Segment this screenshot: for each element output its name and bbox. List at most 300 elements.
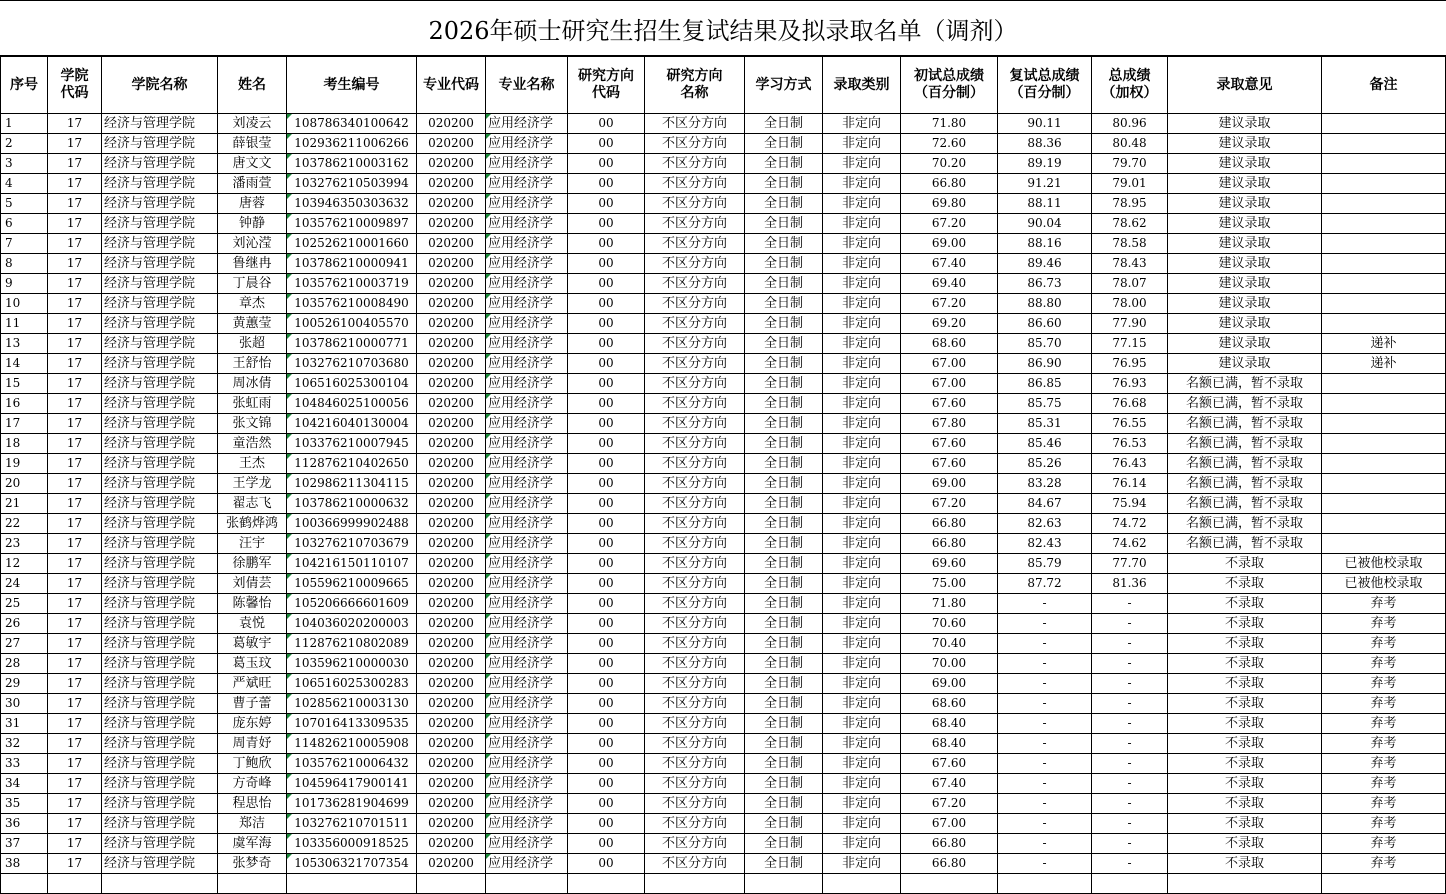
cell-direction-code: 00 — [568, 754, 645, 774]
cell-major-code: 020200 — [417, 214, 486, 234]
cell-college-name: 经济与管理学院 — [102, 254, 218, 274]
table-row — [1, 454, 1446, 474]
cell-college-code: 17 — [48, 714, 102, 734]
cell-major-code: 020200 — [417, 634, 486, 654]
cell-direction-name: 不区分方向 — [645, 594, 745, 614]
table-row — [1, 374, 1446, 394]
cell-direction-code: 00 — [568, 814, 645, 834]
cell-college-code: 17 — [48, 454, 102, 474]
cell-total-score: 76.53 — [1092, 434, 1168, 454]
table-row — [1, 754, 1446, 774]
cell-admission-opinion: 建议录取 — [1168, 294, 1322, 314]
cell-retest-score: 90.04 — [998, 214, 1092, 234]
cell-remark — [1322, 314, 1446, 334]
cell-seq: 38 — [1, 854, 48, 874]
table-row — [1, 494, 1446, 514]
cell-prelim-score: 67.60 — [901, 434, 998, 454]
cell-remark — [1322, 294, 1446, 314]
cell-prelim-score: 67.00 — [901, 814, 998, 834]
cell-candidate-id: 102526210001660 — [287, 234, 417, 254]
cell-major-name: 应用经济学 — [486, 594, 568, 614]
cell-prelim-score: 70.00 — [901, 654, 998, 674]
cell-retest-score: 85.26 — [998, 454, 1092, 474]
cell-admission-opinion: 名额已满，暂不录取 — [1168, 474, 1322, 494]
cell-total-score: 80.96 — [1092, 114, 1168, 134]
cell-admission-opinion: 建议录取 — [1168, 314, 1322, 334]
cell-name: 王杰 — [218, 454, 287, 474]
cell-major-code: 020200 — [417, 414, 486, 434]
cell-college-code: 17 — [48, 814, 102, 834]
cell-study-mode: 全日制 — [745, 134, 823, 154]
cell-name: 葛敏宇 — [218, 634, 287, 654]
cell-study-mode: 全日制 — [745, 494, 823, 514]
cell-candidate-id: 103276210503994 — [287, 174, 417, 194]
cell-candidate-id: 102986211304115 — [287, 474, 417, 494]
cell-college-code: 17 — [48, 154, 102, 174]
cell-total-score: 78.07 — [1092, 274, 1168, 294]
cell-direction-name: 不区分方向 — [645, 674, 745, 694]
cell-admission-type: 非定向 — [823, 394, 901, 414]
cell-direction-code: 00 — [568, 594, 645, 614]
cell-study-mode: 全日制 — [745, 194, 823, 214]
cell-study-mode: 全日制 — [745, 114, 823, 134]
cell-direction-name: 不区分方向 — [645, 434, 745, 454]
cell-total-score: - — [1092, 814, 1168, 834]
cell-direction-code: 00 — [568, 554, 645, 574]
cell-admission-opinion: 建议录取 — [1168, 354, 1322, 374]
cell-remark — [1322, 454, 1446, 474]
header-retest-score: 复试总成绩 （百分制） — [998, 57, 1092, 114]
cell-prelim-score: 66.80 — [901, 854, 998, 874]
cell-total-score: - — [1092, 694, 1168, 714]
cell-major-code: 020200 — [417, 654, 486, 674]
cell-remark: 弃考 — [1322, 854, 1446, 874]
table-row — [1, 514, 1446, 534]
cell-admission-opinion: 建议录取 — [1168, 114, 1322, 134]
cell-college-name: 经济与管理学院 — [102, 834, 218, 854]
cell-retest-score: 86.90 — [998, 354, 1092, 374]
cell-admission-type: 非定向 — [823, 494, 901, 514]
cell-name: 张梦奇 — [218, 854, 287, 874]
cell-direction-code: 00 — [568, 174, 645, 194]
cell-admission-type: 非定向 — [823, 254, 901, 274]
cell-retest-score: 85.31 — [998, 414, 1092, 434]
cell-prelim-score: 69.00 — [901, 674, 998, 694]
cell-direction-code: 00 — [568, 274, 645, 294]
cell-major-code: 020200 — [417, 334, 486, 354]
table-row — [1, 194, 1446, 214]
header-study-mode: 学习方式 — [745, 57, 823, 114]
cell-college-name: 经济与管理学院 — [102, 654, 218, 674]
cell-admission-type: 非定向 — [823, 174, 901, 194]
header-college-name: 学院名称 — [102, 57, 218, 114]
empty-cell — [287, 874, 417, 894]
cell-direction-code: 00 — [568, 334, 645, 354]
cell-major-code: 020200 — [417, 114, 486, 134]
cell-total-score: 76.14 — [1092, 474, 1168, 494]
cell-name: 丁鲍欣 — [218, 754, 287, 774]
cell-college-name: 经济与管理学院 — [102, 134, 218, 154]
empty-cell — [1322, 874, 1446, 894]
cell-direction-name: 不区分方向 — [645, 574, 745, 594]
cell-prelim-score: 71.80 — [901, 594, 998, 614]
cell-retest-score: 89.46 — [998, 254, 1092, 274]
cell-study-mode: 全日制 — [745, 434, 823, 454]
cell-major-code: 020200 — [417, 434, 486, 454]
cell-study-mode: 全日制 — [745, 354, 823, 374]
cell-college-name: 经济与管理学院 — [102, 854, 218, 874]
table-row — [1, 334, 1446, 354]
cell-major-name: 应用经济学 — [486, 674, 568, 694]
cell-name: 袁悦 — [218, 614, 287, 634]
cell-college-name: 经济与管理学院 — [102, 594, 218, 614]
cell-prelim-score: 70.20 — [901, 154, 998, 174]
cell-major-code: 020200 — [417, 394, 486, 414]
table-row — [1, 534, 1446, 554]
cell-admission-opinion: 不录取 — [1168, 754, 1322, 774]
cell-name: 张超 — [218, 334, 287, 354]
cell-candidate-id: 104216150110107 — [287, 554, 417, 574]
cell-college-code: 17 — [48, 654, 102, 674]
cell-total-score: 77.70 — [1092, 554, 1168, 574]
cell-seq: 23 — [1, 534, 48, 554]
cell-prelim-score: 66.80 — [901, 534, 998, 554]
cell-retest-score: 91.21 — [998, 174, 1092, 194]
empty-row — [1, 874, 1446, 894]
cell-name: 张文锦 — [218, 414, 287, 434]
cell-candidate-id: 103276210703680 — [287, 354, 417, 374]
cell-admission-type: 非定向 — [823, 794, 901, 814]
cell-major-code: 020200 — [417, 374, 486, 394]
cell-admission-opinion: 不录取 — [1168, 674, 1322, 694]
cell-study-mode: 全日制 — [745, 774, 823, 794]
table-row — [1, 694, 1446, 714]
cell-candidate-id: 104216040130004 — [287, 414, 417, 434]
cell-retest-score: - — [998, 614, 1092, 634]
cell-seq: 15 — [1, 374, 48, 394]
cell-retest-score: - — [998, 774, 1092, 794]
cell-name: 刘倩芸 — [218, 574, 287, 594]
cell-candidate-id: 103376210007945 — [287, 434, 417, 454]
cell-college-name: 经济与管理学院 — [102, 274, 218, 294]
cell-admission-type: 非定向 — [823, 234, 901, 254]
cell-candidate-id: 112876210402650 — [287, 454, 417, 474]
cell-retest-score: 86.73 — [998, 274, 1092, 294]
cell-retest-score: - — [998, 834, 1092, 854]
cell-direction-code: 00 — [568, 234, 645, 254]
cell-name: 丁晨谷 — [218, 274, 287, 294]
cell-major-code: 020200 — [417, 814, 486, 834]
cell-seq: 12 — [1, 554, 48, 574]
cell-direction-code: 00 — [568, 654, 645, 674]
empty-cell — [1168, 874, 1322, 894]
cell-major-name: 应用经济学 — [486, 794, 568, 814]
cell-study-mode: 全日制 — [745, 214, 823, 234]
cell-direction-code: 00 — [568, 694, 645, 714]
cell-candidate-id: 100526100405570 — [287, 314, 417, 334]
cell-name: 童浩然 — [218, 434, 287, 454]
empty-cell — [486, 874, 568, 894]
table-row — [1, 274, 1446, 294]
cell-major-code: 020200 — [417, 294, 486, 314]
cell-admission-opinion: 建议录取 — [1168, 134, 1322, 154]
cell-direction-name: 不区分方向 — [645, 854, 745, 874]
cell-retest-score: 85.46 — [998, 434, 1092, 454]
cell-admission-opinion: 名额已满，暂不录取 — [1168, 514, 1322, 534]
cell-major-name: 应用经济学 — [486, 454, 568, 474]
table-row — [1, 114, 1446, 134]
cell-seq: 5 — [1, 194, 48, 214]
cell-retest-score: 86.85 — [998, 374, 1092, 394]
cell-admission-opinion: 建议录取 — [1168, 234, 1322, 254]
cell-admission-opinion: 不录取 — [1168, 574, 1322, 594]
cell-college-name: 经济与管理学院 — [102, 414, 218, 434]
cell-major-name: 应用经济学 — [486, 154, 568, 174]
cell-seq: 3 — [1, 154, 48, 174]
cell-admission-opinion: 不录取 — [1168, 734, 1322, 754]
table-row — [1, 434, 1446, 454]
cell-college-code: 17 — [48, 674, 102, 694]
cell-direction-name: 不区分方向 — [645, 154, 745, 174]
cell-total-score: - — [1092, 754, 1168, 774]
cell-study-mode: 全日制 — [745, 334, 823, 354]
cell-candidate-id: 103786210000771 — [287, 334, 417, 354]
cell-major-code: 020200 — [417, 774, 486, 794]
cell-candidate-id: 114826210005908 — [287, 734, 417, 754]
cell-major-name: 应用经济学 — [486, 174, 568, 194]
cell-retest-score: 83.28 — [998, 474, 1092, 494]
cell-study-mode: 全日制 — [745, 834, 823, 854]
cell-major-name: 应用经济学 — [486, 754, 568, 774]
cell-college-name: 经济与管理学院 — [102, 754, 218, 774]
cell-direction-code: 00 — [568, 194, 645, 214]
empty-cell — [417, 874, 486, 894]
cell-remark — [1322, 154, 1446, 174]
cell-seq: 26 — [1, 614, 48, 634]
cell-major-code: 020200 — [417, 314, 486, 334]
cell-retest-score: 85.70 — [998, 334, 1092, 354]
cell-major-code: 020200 — [417, 494, 486, 514]
cell-name: 汪宇 — [218, 534, 287, 554]
cell-major-code: 020200 — [417, 574, 486, 594]
cell-prelim-score: 67.20 — [901, 214, 998, 234]
cell-seq: 2 — [1, 134, 48, 154]
cell-college-name: 经济与管理学院 — [102, 634, 218, 654]
cell-direction-name: 不区分方向 — [645, 514, 745, 534]
cell-major-name: 应用经济学 — [486, 834, 568, 854]
cell-total-score: 76.68 — [1092, 394, 1168, 414]
cell-college-code: 17 — [48, 394, 102, 414]
cell-major-name: 应用经济学 — [486, 214, 568, 234]
cell-total-score: - — [1092, 634, 1168, 654]
cell-admission-opinion: 不录取 — [1168, 694, 1322, 714]
cell-college-code: 17 — [48, 794, 102, 814]
cell-seq: 13 — [1, 334, 48, 354]
cell-study-mode: 全日制 — [745, 454, 823, 474]
cell-candidate-id: 105306321707354 — [287, 854, 417, 874]
header-major-name: 专业名称 — [486, 57, 568, 114]
cell-direction-name: 不区分方向 — [645, 134, 745, 154]
cell-major-name: 应用经济学 — [486, 854, 568, 874]
cell-prelim-score: 68.60 — [901, 334, 998, 354]
table-row — [1, 634, 1446, 654]
cell-name: 潘雨萱 — [218, 174, 287, 194]
cell-major-name: 应用经济学 — [486, 134, 568, 154]
table-row — [1, 234, 1446, 254]
cell-candidate-id: 100366999902488 — [287, 514, 417, 534]
cell-college-name: 经济与管理学院 — [102, 234, 218, 254]
table-row — [1, 734, 1446, 754]
cell-retest-score: - — [998, 814, 1092, 834]
cell-college-code: 17 — [48, 854, 102, 874]
cell-retest-score: - — [998, 674, 1092, 694]
table-row — [1, 594, 1446, 614]
cell-direction-name: 不区分方向 — [645, 234, 745, 254]
cell-seq: 36 — [1, 814, 48, 834]
cell-direction-name: 不区分方向 — [645, 634, 745, 654]
cell-major-code: 020200 — [417, 854, 486, 874]
cell-retest-score: - — [998, 794, 1092, 814]
cell-prelim-score: 70.40 — [901, 634, 998, 654]
table-row — [1, 774, 1446, 794]
cell-college-name: 经济与管理学院 — [102, 154, 218, 174]
cell-major-code: 020200 — [417, 694, 486, 714]
cell-admission-type: 非定向 — [823, 754, 901, 774]
cell-prelim-score: 69.80 — [901, 194, 998, 214]
cell-name: 周冰倩 — [218, 374, 287, 394]
cell-name: 刘沁滢 — [218, 234, 287, 254]
cell-prelim-score: 67.20 — [901, 794, 998, 814]
cell-college-name: 经济与管理学院 — [102, 214, 218, 234]
cell-direction-name: 不区分方向 — [645, 374, 745, 394]
cell-remark: 弃考 — [1322, 634, 1446, 654]
cell-direction-name: 不区分方向 — [645, 774, 745, 794]
cell-major-code: 020200 — [417, 614, 486, 634]
cell-prelim-score: 69.40 — [901, 274, 998, 294]
cell-admission-type: 非定向 — [823, 514, 901, 534]
cell-admission-opinion: 建议录取 — [1168, 274, 1322, 294]
cell-college-name: 经济与管理学院 — [102, 454, 218, 474]
cell-direction-code: 00 — [568, 314, 645, 334]
cell-total-score: 78.43 — [1092, 254, 1168, 274]
empty-cell — [48, 874, 102, 894]
cell-direction-code: 00 — [568, 774, 645, 794]
cell-college-code: 17 — [48, 374, 102, 394]
cell-study-mode: 全日制 — [745, 514, 823, 534]
cell-retest-score: 88.36 — [998, 134, 1092, 154]
table-row — [1, 654, 1446, 674]
empty-cell — [745, 874, 823, 894]
cell-name: 王学龙 — [218, 474, 287, 494]
cell-college-name: 经济与管理学院 — [102, 314, 218, 334]
cell-candidate-id: 103576210009897 — [287, 214, 417, 234]
cell-study-mode: 全日制 — [745, 474, 823, 494]
table-row — [1, 814, 1446, 834]
cell-study-mode: 全日制 — [745, 274, 823, 294]
header-admission-opinion: 录取意见 — [1168, 57, 1322, 114]
cell-admission-opinion: 名额已满，暂不录取 — [1168, 494, 1322, 514]
cell-direction-name: 不区分方向 — [645, 834, 745, 854]
cell-college-name: 经济与管理学院 — [102, 434, 218, 454]
cell-direction-name: 不区分方向 — [645, 694, 745, 714]
cell-prelim-score: 67.20 — [901, 494, 998, 514]
cell-direction-code: 00 — [568, 714, 645, 734]
cell-total-score: 78.62 — [1092, 214, 1168, 234]
cell-admission-type: 非定向 — [823, 734, 901, 754]
cell-college-name: 经济与管理学院 — [102, 614, 218, 634]
cell-candidate-id: 102856210003130 — [287, 694, 417, 714]
cell-college-code: 17 — [48, 274, 102, 294]
cell-major-code: 020200 — [417, 594, 486, 614]
cell-prelim-score: 66.80 — [901, 514, 998, 534]
cell-prelim-score: 69.00 — [901, 474, 998, 494]
cell-name: 薛银莹 — [218, 134, 287, 154]
cell-seq: 28 — [1, 654, 48, 674]
cell-major-name: 应用经济学 — [486, 514, 568, 534]
cell-retest-score: 87.72 — [998, 574, 1092, 594]
cell-total-score: - — [1092, 734, 1168, 754]
cell-admission-opinion: 名额已满，暂不录取 — [1168, 394, 1322, 414]
cell-admission-type: 非定向 — [823, 834, 901, 854]
empty-cell — [645, 874, 745, 894]
cell-direction-code: 00 — [568, 674, 645, 694]
cell-major-code: 020200 — [417, 514, 486, 534]
cell-remark — [1322, 494, 1446, 514]
cell-admission-opinion: 建议录取 — [1168, 174, 1322, 194]
admission-table — [0, 56, 1446, 894]
cell-study-mode: 全日制 — [745, 654, 823, 674]
cell-prelim-score: 75.00 — [901, 574, 998, 594]
cell-candidate-id: 102936211006266 — [287, 134, 417, 154]
cell-candidate-id: 106516025300104 — [287, 374, 417, 394]
cell-college-code: 17 — [48, 634, 102, 654]
cell-candidate-id: 103786210000941 — [287, 254, 417, 274]
cell-admission-type: 非定向 — [823, 774, 901, 794]
cell-study-mode: 全日制 — [745, 174, 823, 194]
cell-name: 唐文文 — [218, 154, 287, 174]
cell-direction-name: 不区分方向 — [645, 614, 745, 634]
cell-study-mode: 全日制 — [745, 614, 823, 634]
cell-admission-opinion: 不录取 — [1168, 714, 1322, 734]
cell-admission-opinion: 名额已满，暂不录取 — [1168, 414, 1322, 434]
cell-retest-score: 89.19 — [998, 154, 1092, 174]
cell-admission-opinion: 名额已满，暂不录取 — [1168, 454, 1322, 474]
cell-remark — [1322, 134, 1446, 154]
cell-seq: 20 — [1, 474, 48, 494]
cell-admission-type: 非定向 — [823, 274, 901, 294]
cell-candidate-id: 108786340100642 — [287, 114, 417, 134]
cell-major-name: 应用经济学 — [486, 734, 568, 754]
cell-admission-opinion: 名额已满，暂不录取 — [1168, 434, 1322, 454]
cell-name: 翟志飞 — [218, 494, 287, 514]
cell-total-score: - — [1092, 614, 1168, 634]
cell-college-code: 17 — [48, 574, 102, 594]
cell-direction-name: 不区分方向 — [645, 174, 745, 194]
cell-direction-code: 00 — [568, 794, 645, 814]
cell-admission-opinion: 建议录取 — [1168, 254, 1322, 274]
cell-candidate-id: 103276210701511 — [287, 814, 417, 834]
cell-seq: 18 — [1, 434, 48, 454]
cell-college-code: 17 — [48, 254, 102, 274]
cell-direction-name: 不区分方向 — [645, 494, 745, 514]
cell-major-code: 020200 — [417, 134, 486, 154]
cell-college-code: 17 — [48, 734, 102, 754]
cell-name: 钟静 — [218, 214, 287, 234]
cell-retest-score: 86.60 — [998, 314, 1092, 334]
cell-college-name: 经济与管理学院 — [102, 574, 218, 594]
cell-direction-code: 00 — [568, 214, 645, 234]
cell-prelim-score: 69.20 — [901, 314, 998, 334]
